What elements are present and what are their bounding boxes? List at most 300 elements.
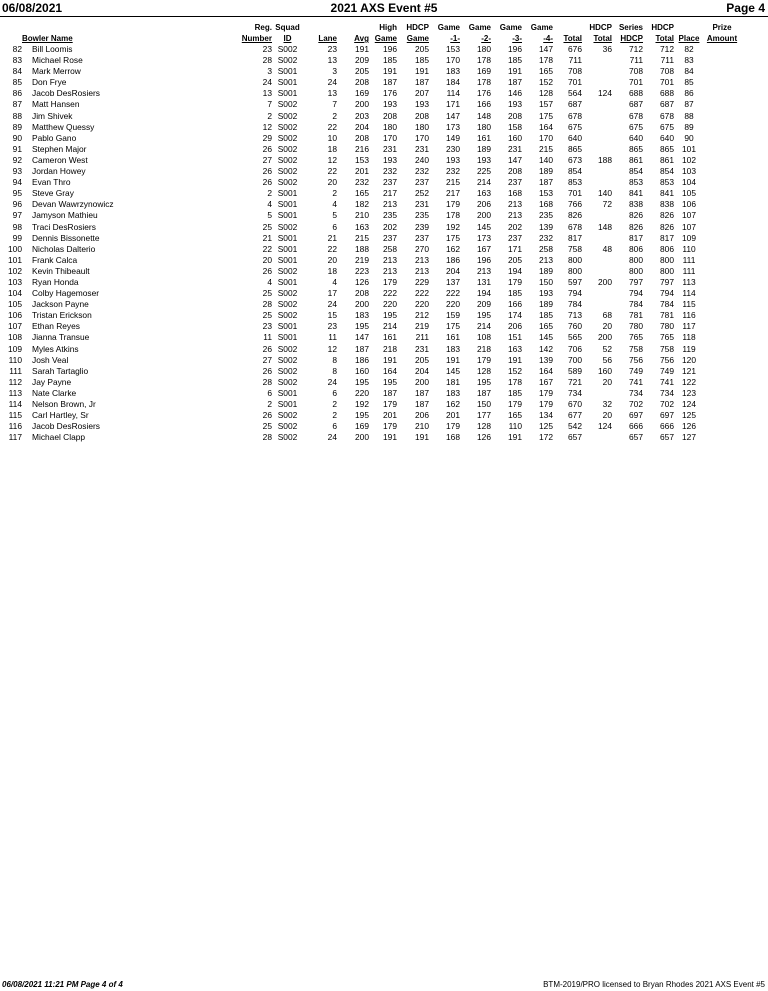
- lane-cell: 5: [332, 210, 337, 221]
- hdcp-series-total-cell: 708: [660, 66, 674, 77]
- hdcp-game-cell: 211: [415, 332, 429, 343]
- reg-number-cell: 29: [262, 132, 272, 143]
- high-game-cell: 187: [383, 77, 397, 88]
- total-cell: 676: [568, 44, 582, 54]
- squad-id-cell: S002: [277, 310, 298, 321]
- total-cell: 565: [568, 332, 582, 343]
- hdcp-game-cell: 270: [415, 243, 429, 254]
- series-hdcp-cell: 697: [629, 410, 643, 421]
- high-game-cell: 237: [383, 232, 397, 243]
- game-3-cell: 191: [508, 354, 522, 365]
- table-row: [0, 299, 740, 310]
- game-4-cell: 189: [539, 299, 553, 310]
- game-4-cell: 193: [539, 288, 553, 299]
- prize-amount-cell: [704, 355, 740, 366]
- prize-amount-cell: [704, 44, 740, 55]
- row-index-cell: 116: [8, 421, 22, 432]
- row-index-cell: 94: [12, 177, 22, 188]
- game-1-cell: 162: [446, 399, 460, 409]
- prize-amount-cell: [704, 233, 740, 244]
- lane-cell: 8: [332, 365, 337, 376]
- lane-cell: 20: [327, 254, 337, 265]
- series-hdcp-cell: 797: [629, 276, 643, 287]
- col-header-top-bowler-name: [22, 22, 200, 33]
- prize-amount-cell: [704, 410, 740, 421]
- hdcp-game-cell: 213: [415, 254, 429, 265]
- reg-number-cell: 26: [262, 365, 272, 376]
- average-cell: 200: [355, 299, 369, 310]
- squad-id-cell: S002: [277, 143, 298, 154]
- squad-id-cell: S002: [277, 343, 298, 354]
- hdcp-total-cell: 20: [602, 410, 612, 421]
- game-4-cell: 140: [539, 154, 553, 165]
- game-4-cell: 168: [539, 199, 553, 210]
- prize-amount-cell: [704, 122, 740, 133]
- hdcp-game-cell: 252: [415, 188, 429, 199]
- reg-number-cell: 12: [262, 121, 272, 132]
- hdcp-total-cell: [582, 166, 612, 177]
- high-game-cell: 235: [383, 210, 397, 221]
- high-game-cell: 193: [383, 99, 397, 110]
- reg-number-cell: 2: [267, 399, 272, 409]
- reg-number-cell: 28: [262, 432, 272, 443]
- hdcp-series-total-cell: 784: [660, 299, 674, 310]
- hdcp-total-cell: 72: [602, 199, 612, 210]
- table-row: [0, 421, 740, 432]
- game-2-cell: 194: [477, 288, 491, 299]
- bowler-name-cell: Stephen Major: [32, 143, 87, 154]
- series-hdcp-cell: 666: [629, 421, 643, 432]
- game-1-cell: 191: [446, 354, 460, 365]
- hdcp-series-total-cell: 861: [660, 154, 674, 165]
- average-cell: 200: [355, 432, 369, 443]
- row-index-cell: 112: [8, 376, 22, 387]
- game-1-cell: 178: [446, 210, 460, 221]
- reg-number-cell: 26: [262, 410, 272, 421]
- game-2-cell: 209: [477, 299, 491, 310]
- game-1-cell: 217: [446, 188, 460, 199]
- total-cell: 766: [568, 199, 582, 210]
- high-game-cell: 196: [383, 44, 397, 54]
- series-hdcp-cell: 794: [629, 288, 643, 299]
- col-header-squad-id: ID: [283, 34, 292, 43]
- hdcp-total-cell: 160: [598, 365, 612, 376]
- game-4-cell: 139: [539, 221, 553, 232]
- series-hdcp-cell: 756: [629, 354, 643, 365]
- table-row: [0, 332, 740, 343]
- squad-id-cell: S001: [277, 387, 298, 398]
- average-cell: 208: [355, 288, 369, 299]
- average-cell: 205: [355, 66, 369, 77]
- col-header-top-row-index: [0, 22, 22, 33]
- col-header-top-hdcp-total: HDCP: [589, 23, 612, 32]
- high-game-cell: 170: [383, 132, 397, 143]
- game-2-cell: 193: [477, 154, 491, 165]
- hdcp-game-cell: 187: [415, 399, 429, 409]
- hdcp-game-cell: 237: [415, 232, 429, 243]
- average-cell: 232: [355, 177, 369, 188]
- game-4-cell: 165: [539, 321, 553, 332]
- game-4-cell: 153: [539, 188, 553, 199]
- high-game-cell: 231: [383, 143, 397, 154]
- hdcp-series-total-cell: 865: [660, 143, 674, 154]
- table-row: [0, 122, 740, 133]
- hdcp-total-cell: 188: [598, 154, 612, 165]
- series-hdcp-cell: 865: [629, 143, 643, 154]
- game-4-cell: 179: [539, 387, 553, 398]
- reg-number-cell: 7: [267, 99, 272, 110]
- game-1-cell: 215: [446, 177, 460, 188]
- game-3-cell: 191: [508, 432, 522, 443]
- report-date: 06/08/2021: [2, 1, 63, 15]
- prize-amount-cell: [704, 366, 740, 377]
- series-hdcp-cell: 734: [629, 387, 643, 398]
- reg-number-cell: 25: [262, 221, 272, 232]
- squad-id-cell: S001: [277, 321, 298, 332]
- hdcp-total-cell: [582, 233, 612, 244]
- hdcp-game-cell: 235: [415, 210, 429, 221]
- game-3-cell: 202: [508, 221, 522, 232]
- row-index-cell: 96: [12, 199, 22, 210]
- game-2-cell: 225: [477, 166, 491, 177]
- game-3-cell: 185: [508, 387, 522, 398]
- place-cell: 107: [682, 210, 696, 221]
- average-cell: 147: [355, 332, 369, 343]
- row-index-cell: 99: [12, 232, 22, 243]
- average-cell: 220: [355, 387, 369, 398]
- reg-number-cell: 26: [262, 343, 272, 354]
- table-row: [0, 399, 740, 410]
- place-cell: 126: [682, 421, 696, 432]
- game-1-cell: 168: [446, 432, 460, 443]
- high-game-cell: 213: [383, 265, 397, 276]
- hdcp-game-cell: 222: [415, 288, 429, 299]
- total-cell: 701: [568, 188, 582, 199]
- row-index-cell: 108: [8, 332, 22, 343]
- reg-number-cell: 11: [263, 332, 272, 343]
- hdcp-total-cell: 200: [598, 332, 612, 343]
- table-body: [0, 44, 740, 443]
- col-header-game-1: -1-: [450, 34, 460, 43]
- prize-amount-cell: [704, 421, 740, 432]
- squad-id-cell: S001: [277, 276, 298, 287]
- prize-amount-cell: [704, 299, 740, 310]
- squad-id-cell: S002: [277, 410, 298, 421]
- average-cell: 165: [355, 188, 369, 199]
- table-row: [0, 177, 740, 188]
- lane-cell: 13: [327, 88, 337, 99]
- game-1-cell: 232: [446, 166, 460, 177]
- high-game-cell: 213: [383, 254, 397, 265]
- hdcp-game-cell: 231: [415, 199, 429, 210]
- game-1-cell: 183: [446, 343, 460, 354]
- table-row: [0, 188, 740, 199]
- high-game-cell: 176: [383, 88, 397, 99]
- lane-cell: 24: [327, 299, 337, 310]
- game-4-cell: 232: [539, 232, 553, 243]
- lane-cell: 23: [327, 44, 337, 54]
- game-1-cell: 159: [446, 310, 460, 321]
- row-index-cell: 95: [12, 188, 22, 199]
- bowler-name-cell: Myles Atkins: [32, 343, 79, 354]
- row-index-cell: 114: [8, 399, 22, 409]
- game-3-cell: 213: [508, 199, 522, 210]
- game-3-cell: 206: [508, 321, 522, 332]
- bowler-name-cell: Matt Hansen: [32, 99, 80, 110]
- bowler-name-cell: Devan Wawrzynowicz: [32, 199, 114, 210]
- lane-cell: 2: [332, 188, 337, 199]
- hdcp-total-cell: 124: [598, 421, 612, 432]
- lane-cell: 18: [327, 265, 337, 276]
- total-cell: 678: [568, 221, 582, 232]
- game-4-cell: 178: [539, 55, 553, 66]
- series-hdcp-cell: 712: [629, 44, 643, 54]
- game-3-cell: 152: [508, 365, 522, 376]
- game-1-cell: 175: [446, 321, 460, 332]
- game-1-cell: 170: [446, 55, 460, 66]
- lane-cell: 3: [332, 66, 337, 77]
- game-2-cell: 178: [477, 77, 491, 88]
- hdcp-series-total-cell: 688: [660, 88, 674, 99]
- col-header-high-game: Game: [374, 34, 397, 43]
- place-cell: 87: [684, 99, 694, 110]
- lane-cell: 20: [327, 177, 337, 188]
- bowler-name-cell: Dennis Bissonette: [32, 232, 100, 243]
- hdcp-series-total-cell: 853: [660, 177, 674, 188]
- footer-right: BTM-2019/PRO licensed to Bryan Rhodes 2021 AXS Event #5: [543, 980, 765, 989]
- bowler-name-cell: Colby Hagemoser: [32, 288, 100, 299]
- total-cell: 597: [568, 276, 582, 287]
- lane-cell: 18: [327, 143, 337, 154]
- bowler-name-cell: Jamyson Mathieu: [32, 210, 98, 221]
- row-index-cell: 107: [8, 321, 22, 332]
- lane-cell: 2: [332, 399, 337, 409]
- average-cell: 223: [355, 265, 369, 276]
- game-1-cell: 193: [446, 154, 460, 165]
- hdcp-game-cell: 204: [415, 365, 429, 376]
- table-row: [0, 44, 740, 55]
- game-2-cell: 180: [477, 121, 491, 132]
- hdcp-total-cell: [582, 288, 612, 299]
- row-index-cell: 98: [12, 221, 22, 232]
- prize-amount-cell: [704, 266, 740, 277]
- reg-number-cell: 13: [262, 88, 272, 99]
- prize-amount-cell: [704, 244, 740, 255]
- high-game-cell: 191: [383, 354, 397, 365]
- hdcp-series-total-cell: 838: [660, 199, 674, 210]
- row-index-cell: 110: [8, 354, 22, 365]
- game-2-cell: 150: [477, 399, 491, 409]
- row-index-cell: 89: [12, 121, 22, 132]
- series-hdcp-cell: 702: [629, 399, 643, 409]
- table-row: [0, 66, 740, 77]
- prize-amount-cell: [704, 377, 740, 388]
- game-2-cell: 173: [477, 232, 491, 243]
- hdcp-game-cell: 207: [415, 88, 429, 99]
- hdcp-total-cell: [582, 133, 612, 144]
- col-header-bowler-name: Bowler Name: [22, 34, 73, 43]
- hdcp-game-cell: 205: [415, 354, 429, 365]
- high-game-cell: 179: [383, 421, 397, 432]
- lane-cell: 22: [327, 166, 337, 177]
- game-1-cell: 161: [446, 332, 460, 343]
- place-cell: 89: [684, 121, 694, 132]
- series-hdcp-cell: 711: [629, 55, 643, 66]
- total-cell: 800: [568, 254, 582, 265]
- place-cell: 120: [682, 354, 696, 365]
- col-header-top-place: [674, 22, 704, 33]
- row-index-cell: 100: [8, 243, 22, 254]
- col-header-hdcp-total: Total: [593, 34, 612, 43]
- hdcp-series-total-cell: 756: [660, 354, 674, 365]
- game-3-cell: 165: [508, 410, 522, 421]
- game-1-cell: 145: [446, 365, 460, 376]
- footer-left: 06/08/2021 11:21 PM Page 4 of 4: [2, 980, 123, 989]
- hdcp-series-total-cell: 701: [660, 77, 674, 88]
- total-cell: 564: [568, 88, 582, 99]
- total-cell: 640: [568, 132, 582, 143]
- bowler-name-cell: Michael Clapp: [32, 432, 86, 443]
- squad-id-cell: S002: [277, 166, 298, 177]
- squad-id-cell: S001: [277, 332, 298, 343]
- row-index-cell: 84: [12, 66, 22, 77]
- squad-id-cell: S001: [277, 399, 298, 409]
- squad-id-cell: S002: [277, 110, 298, 121]
- place-cell: 107: [682, 221, 696, 232]
- prize-amount-cell: [704, 99, 740, 110]
- hdcp-series-total-cell: 780: [660, 321, 674, 332]
- game-2-cell: 178: [477, 55, 491, 66]
- row-index-cell: 88: [12, 110, 22, 121]
- hdcp-series-total-cell: 702: [660, 399, 674, 409]
- reg-number-cell: 28: [262, 376, 272, 387]
- lane-cell: 13: [327, 55, 337, 66]
- prize-amount-cell: [704, 166, 740, 177]
- game-4-cell: 258: [539, 243, 553, 254]
- game-4-cell: 164: [539, 121, 553, 132]
- squad-id-cell: S002: [277, 154, 298, 165]
- row-index-cell: 117: [8, 432, 22, 443]
- total-cell: 708: [568, 66, 582, 77]
- total-cell: 760: [568, 321, 582, 332]
- squad-id-cell: S002: [277, 99, 298, 110]
- row-index-cell: 85: [12, 77, 22, 88]
- bowler-name-cell: Tristan Erickson: [32, 310, 92, 321]
- hdcp-game-cell: 210: [415, 421, 429, 432]
- bowler-name-cell: Michael Rose: [32, 55, 83, 66]
- average-cell: 200: [355, 99, 369, 110]
- game-2-cell: 128: [477, 365, 491, 376]
- hdcp-series-total-cell: 678: [660, 110, 674, 121]
- hdcp-total-cell: [582, 77, 612, 88]
- total-cell: 794: [568, 288, 582, 299]
- table-row: [0, 99, 740, 110]
- prize-amount-cell: [704, 155, 740, 166]
- lane-cell: 4: [332, 199, 337, 210]
- bowler-name-cell: Cameron West: [32, 154, 88, 165]
- series-hdcp-cell: 758: [629, 343, 643, 354]
- game-2-cell: 126: [477, 432, 491, 443]
- series-hdcp-cell: 688: [629, 88, 643, 99]
- prize-amount-cell: [704, 144, 740, 155]
- game-2-cell: 177: [477, 410, 491, 421]
- place-cell: 119: [682, 343, 696, 354]
- table-row: [0, 344, 740, 355]
- row-index-cell: 87: [12, 99, 22, 110]
- game-4-cell: 185: [539, 310, 553, 321]
- high-game-cell: 222: [383, 288, 397, 299]
- average-cell: 201: [355, 166, 369, 177]
- game-1-cell: 192: [446, 221, 460, 232]
- lane-cell: 8: [332, 354, 337, 365]
- game-4-cell: 165: [539, 66, 553, 77]
- average-cell: 219: [355, 254, 369, 265]
- table-row: [0, 166, 740, 177]
- prize-amount-cell: [704, 432, 740, 443]
- squad-id-cell: S001: [277, 66, 298, 77]
- game-4-cell: 187: [539, 177, 553, 188]
- lane-cell: 15: [327, 310, 337, 321]
- lane-cell: 24: [327, 376, 337, 387]
- col-header-average: Avg: [354, 34, 369, 43]
- hdcp-total-cell: 48: [602, 243, 612, 254]
- bowler-name-cell: Carl Hartley, Sr: [32, 410, 89, 421]
- place-cell: 83: [684, 55, 694, 66]
- table-row: [0, 266, 740, 277]
- high-game-cell: 191: [383, 66, 397, 77]
- series-hdcp-cell: 838: [629, 199, 643, 210]
- hdcp-series-total-cell: 657: [660, 432, 674, 443]
- col-header-top-game-4: Game: [530, 23, 553, 32]
- game-3-cell: 160: [508, 132, 522, 143]
- col-header-top-game-1: Game: [437, 23, 460, 32]
- hdcp-total-cell: 200: [598, 276, 612, 287]
- table-row: [0, 222, 740, 233]
- prize-amount-cell: [704, 177, 740, 188]
- place-cell: 122: [682, 376, 696, 387]
- page-footer: [0, 980, 768, 991]
- header-row-bottom: [0, 33, 740, 44]
- col-header-top-reg-number: Reg.: [254, 23, 272, 32]
- game-3-cell: 179: [508, 399, 522, 409]
- table-row: [0, 111, 740, 122]
- place-cell: 82: [684, 44, 694, 54]
- game-3-cell: 166: [508, 299, 522, 310]
- series-hdcp-cell: 861: [629, 154, 643, 165]
- game-1-cell: 230: [446, 143, 460, 154]
- game-2-cell: 108: [477, 332, 491, 343]
- hdcp-series-total-cell: 800: [660, 254, 674, 265]
- bowler-name-cell: Evan Thro: [32, 177, 71, 188]
- hdcp-game-cell: 219: [415, 321, 429, 332]
- reg-number-cell: 5: [267, 210, 272, 221]
- row-index-cell: 83: [12, 55, 22, 66]
- squad-id-cell: S002: [277, 421, 298, 432]
- total-cell: 853: [568, 177, 582, 188]
- table-row: [0, 77, 740, 88]
- high-game-cell: 179: [383, 399, 397, 409]
- hdcp-series-total-cell: 711: [660, 55, 674, 66]
- series-hdcp-cell: 826: [629, 221, 643, 232]
- bowler-name-cell: Matthew Quessy: [32, 121, 95, 132]
- place-cell: 117: [682, 321, 696, 332]
- place-cell: 86: [684, 88, 694, 99]
- lane-cell: 10: [327, 132, 337, 143]
- hdcp-game-cell: 185: [415, 55, 429, 66]
- game-2-cell: 187: [477, 387, 491, 398]
- average-cell: 187: [355, 343, 369, 354]
- series-hdcp-cell: 678: [629, 110, 643, 121]
